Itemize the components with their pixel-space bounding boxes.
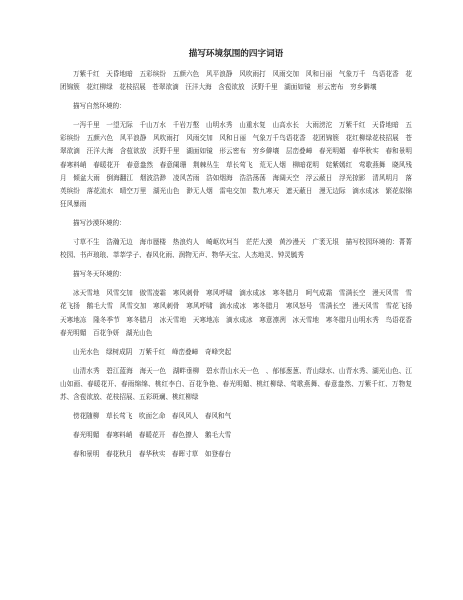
- paragraph: 万紫千红 天昏地暗 五彩缤纷 五颜六色 风平浪静 风吹雨打 风雨交加 风和日丽 气象万千 鸟语花香 花团锦簇 花红柳绿 花枝招展 苍翠欲滴 汪洋大海 含苞欲放 沃野千里 湖面如镜 形云密布 穷乡僻壤: [60, 70, 412, 92]
- paragraph: 冰天雪地 风雪交加 傲雪凌霜 寒风刺骨 寒风呼啸 滴水成冰 寒冬腊月 呵气成霜 雪满长空 漫天风雪 雪花飞扬 鹅毛大雪 风雪交加 寒风刺骨 寒风呼啸 滴水成冰 寒冬腊月 寒风怒号 雪满长空 漫天风雪 雪花飞扬 天寒地冻 隆冬季节 寒冬腊月 冰天雪地 天寒地冻 滴水成冰 寒意凛冽 冰天雪地 寒冬腊月山明水秀 鸟语花香 春光明媚 百花争妍 湖光山色: [60, 289, 419, 337]
- paragraph: 山光水色 绿树成阴 万紫千红 峰峦叠嶂 奇峰突起: [73, 347, 232, 356]
- paragraph: 山清水秀 碧江蓝海 海天一色 湖畔垂柳 碧水青山水天一色 、郁郁葱葱、青山绿水、山青水秀、湖光山色、江山如画、春暖花开、春雨绵绵、桃红李白、百花争艳、春光明媚、桃红柳绿、莺歌燕舞、春意盎然、万紫千红、万物复苏、含苞欲放、花枝招展、五彩斑斓、桃红柳绿: [60, 366, 412, 401]
- section-heading: 描写沙漠环境的：: [73, 218, 126, 227]
- section-heading: 描写冬天环境的：: [73, 270, 126, 279]
- paragraph: 一泻千里 一望无际 千山万水 千岩万壑 山明水秀 山重水复 山高水长 大雨滂沱 万紫千红 天昏地暗 五彩缤纷 五颜六色 风平浪静 风吹雨打 风雨交加 风和日丽 气象万千鸟语花香 花团锦簇 花红柳绿花枝招展 苍翠欲滴 汪洋大海 含苞欲放 沃野千里 湖面如镜 形云密布 穷乡僻壤 层峦叠嶂 春光明媚 春华秋实 春和景明 春寒料峭 春暖花开 春意盎然 春意阑珊 荆棘丛生 草长莺飞 荒无人烟 柳暗花明 姹紫嫣红 莺歌燕舞 晓风残月 倾盆大雨 倒海翻江 烟波浩渺 凌风苦雨 浩如烟海 浩浩荡荡 海阔天空 浮云蔽日 浮光掠影 清风明月 落英缤纷 落花流水 晴空万里 湖光山色 渺无人烟 雷电交加 数九寒天 遮天蔽日 漫无边际 滴水成冰 繁花似锦 狂风暴雨: [60, 121, 419, 208]
- paragraph: 寸草不生 浩瀚无边 海市蜃楼 热浪灼人 崎岖坎坷当 茫茫大漠 黄沙漫天 广袤无垠 描写校园环境的：菁菁校园、书声琅琅、莘莘学子、春风化雨、润物无声、物华天宝、人杰地灵、钟灵毓秀: [60, 238, 412, 260]
- document-page: [60, 48, 419, 467]
- document-title: 描写环境氛围的四字词语: [188, 49, 284, 59]
- paragraph: 春光明媚 春寒料峭 春暖花开 春色撩人 鹅毛大雪: [73, 431, 232, 440]
- paragraph: 傍花随柳 草长莺飞 吹面乞命 春风风人 春风和气: [73, 412, 232, 421]
- paragraph: 春和景明 春花秋月 春华秋实 春晖寸草 如登春台: [73, 450, 232, 459]
- section-heading: 描写自然环境的：: [73, 102, 126, 111]
